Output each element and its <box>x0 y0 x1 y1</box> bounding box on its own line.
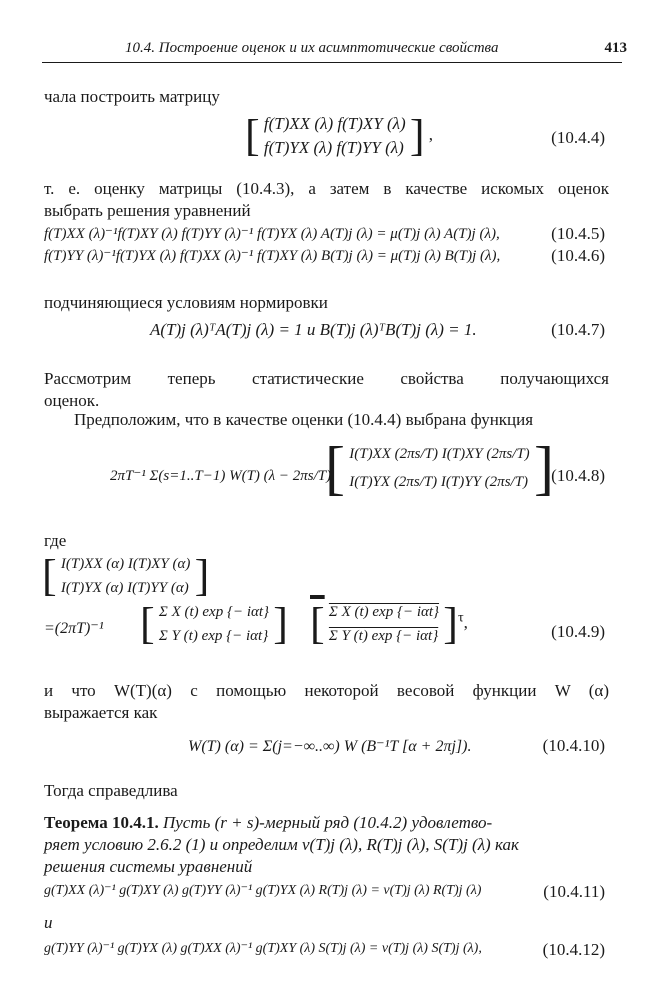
eq9-rhs-vector-2: [ Σ X (t) exp {− iαt} Σ Y (t) exp {− iαt} ]$^\tau$, <box>310 599 468 648</box>
equation-10-4-9-lhs: [ I(T)XX (α) I(T)XY (α) I(T)YX (α) I(T)YY (α) ] <box>42 551 210 600</box>
eq-number-10-4-7: (10.4.7) <box>551 320 605 339</box>
theorem-block <box>44 812 609 834</box>
eq8-row-1: I(T)XX (2πs/T) I(T)XY (2πs/T) <box>349 446 530 462</box>
para2-line1: т. е. оценку матрицы (10.4.3), а затем в качестве искомых оценок <box>44 179 609 198</box>
para3: подчиняющиеся условиям нормировки <box>44 293 328 312</box>
para2-line2: выбрать решения уравнений <box>44 201 251 220</box>
para4-line1: Рассмотрим теперь статистические свойства получающихся <box>44 369 609 388</box>
eq9-r1b: Σ X (t) exp {− iαt} <box>328 604 440 620</box>
equation-10-4-10: W(T) (α) = Σ(j=−∞..∞) W (B⁻¹T [α + 2πj]). <box>188 738 472 755</box>
equation-10-4-4: [ f(T)XX (λ) f(T)XY (λ) f(T)YX (λ) f(T)YY (λ) ] , <box>245 111 434 160</box>
and-word: и <box>44 913 53 932</box>
para6-line1: и что W(T)(α) с помощью некоторой весовой функции W (α) <box>44 681 609 700</box>
eq9-lhs-row-1: I(T)XX (α) I(T)XY (α) <box>60 556 191 572</box>
eq-number-10-4-6: (10.4.6) <box>551 246 605 265</box>
eq9-lhs-row-2: I(T)YX (α) I(T)YY (α) <box>60 580 189 596</box>
eq9-r2b: Σ Y (t) exp {− iαt} <box>328 628 439 644</box>
eq-number-10-4-5: (10.4.5) <box>551 224 605 243</box>
header-rule <box>42 62 622 63</box>
eq9-rhs-prefix: =(2πT)⁻¹ <box>44 620 104 637</box>
equation-10-4-12: g(T)YY (λ)⁻¹ g(T)YX (λ) g(T)XX (λ)⁻¹ g(T)XY (λ) S(T)j (λ) = ν(T)j (λ) S(T)j (λ), <box>44 941 482 956</box>
equation-10-4-5: f(T)XX (λ)⁻¹f(T)XY (λ) f(T)YY (λ)⁻¹ f(T)YX (λ) A(T)j (λ) = μ(T)j (λ) A(T)j (λ), <box>44 226 500 242</box>
eq-number-10-4-4: (10.4.4) <box>551 128 605 147</box>
text-line-1: чала построить матрицу <box>44 87 220 106</box>
para4-line2: оценок. <box>44 391 100 410</box>
theorem-line-1: Пусть (r + s)-мерный ряд (10.4.2) удовлетво- <box>162 813 493 832</box>
page-number: 413 <box>604 40 627 56</box>
eq-number-10-4-11: (10.4.11) <box>543 882 605 901</box>
running-header <box>125 40 627 57</box>
equation-10-4-7: A(T)j (λ)ᵀA(T)j (λ) = 1 и B(T)j (λ)ᵀB(T)j (λ) = 1. <box>150 320 477 339</box>
eq-number-10-4-10: (10.4.10) <box>542 736 605 755</box>
header-title: 10.4. Построение оценок и их асимптотические свойства <box>125 40 499 56</box>
para7: Тогда справедлива <box>44 781 178 800</box>
theorem-label: Теорема 10.4.1. <box>44 813 159 832</box>
eq-number-10-4-8: (10.4.8) <box>551 466 605 485</box>
equation-10-4-6: f(T)YY (λ)⁻¹f(T)YX (λ) f(T)XX (λ)⁻¹ f(T)XY (λ) B(T)j (λ) = μ(T)j (λ) B(T)j (λ), <box>44 248 501 264</box>
eq8-row-2: I(T)YX (2πs/T) I(T)YY (2πs/T) <box>349 474 529 490</box>
para5: Предположим, что в качестве оценки (10.4.4) выбрана функция <box>74 410 534 429</box>
eq8-prefix: 2πT⁻¹ Σ(s=1..T−1) W(T) (λ − 2πs/T) <box>110 468 332 484</box>
matrix-row-2: f(T)YX (λ) f(T)YY (λ) <box>263 138 404 157</box>
eq9-r2a: Σ Y (t) exp {− iαt} <box>158 628 269 644</box>
where-label: где <box>44 531 67 550</box>
eq9-r1a: Σ X (t) exp {− iαt} <box>158 604 270 620</box>
equation-10-4-8-matrix: [ I(T)XX (2πs/T) I(T)XY (2πs/T) I(T)YX (2πs/T) I(T)YY (2πs/T) ] <box>325 435 554 501</box>
para6-line2: выражается как <box>44 703 158 722</box>
matrix-row-1: f(T)XX (λ) f(T)XY (λ) <box>263 114 406 133</box>
theorem-line-3: решения системы уравнений <box>44 857 253 876</box>
eq9-rhs-vector-1: [ Σ X (t) exp {− iαt} Σ Y (t) exp {− iαt} ] <box>140 599 288 648</box>
theorem-line-2: ряет условию 2.6.2 (1) и определим ν(T)j (λ), R(T)j (λ), S(T)j (λ) как <box>44 835 519 854</box>
eq-number-10-4-9: (10.4.9) <box>551 622 605 641</box>
eq-number-10-4-12: (10.4.12) <box>542 940 605 959</box>
equation-10-4-11: g(T)XX (λ)⁻¹ g(T)XY (λ) g(T)YY (λ)⁻¹ g(T)YX (λ) R(T)j (λ) = ν(T)j (λ) R(T)j (λ) <box>44 883 482 898</box>
